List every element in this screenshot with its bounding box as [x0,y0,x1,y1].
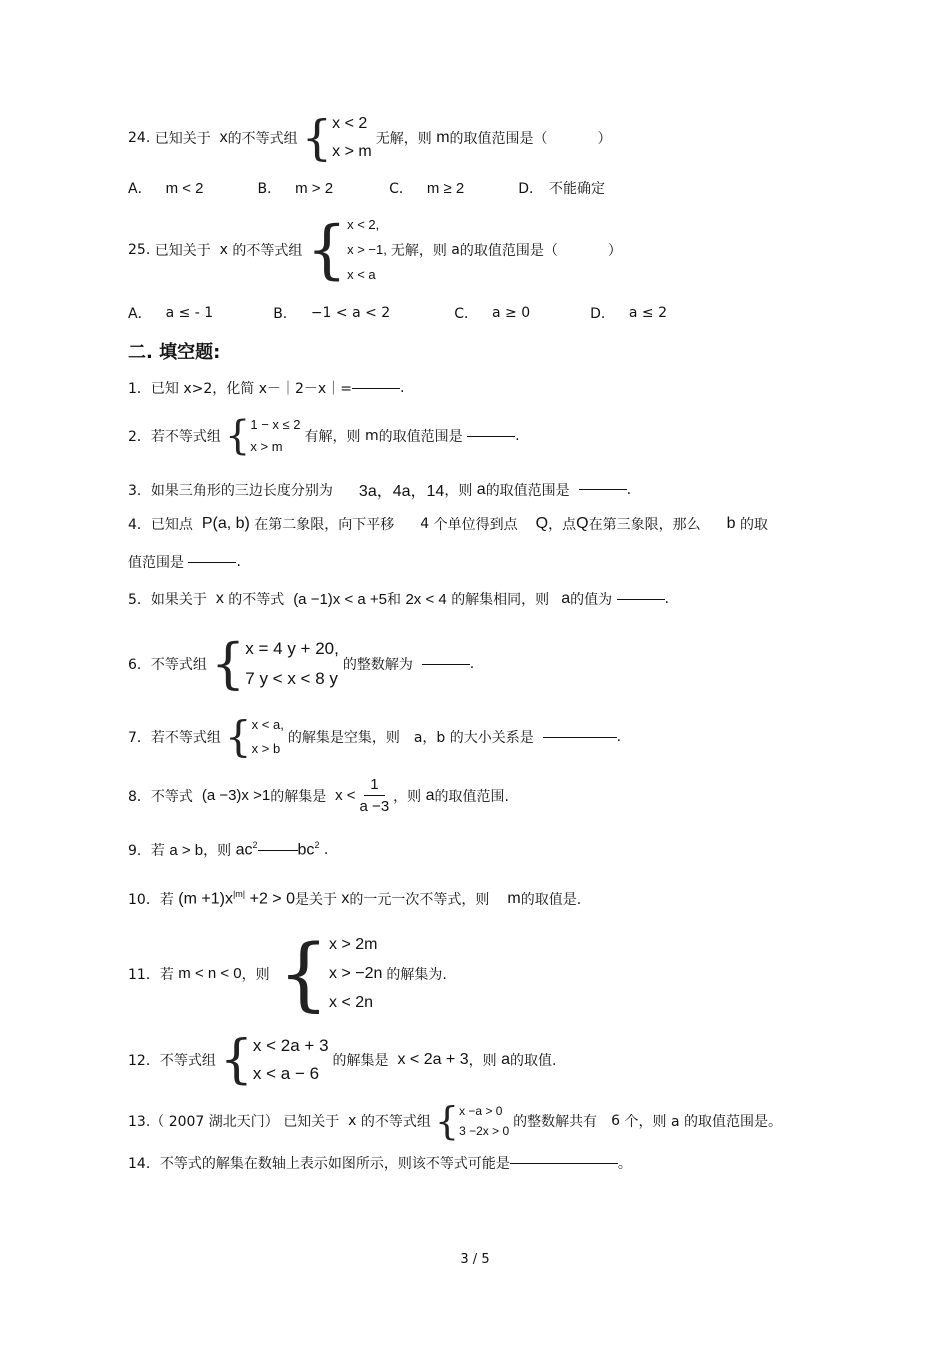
inequality-system: { x < 2 x > m [301,110,372,166]
fill-question-7: 7．若不等式组 { x < a, x > b 的解集是空集，则 a，b 的大小关系是 . [128,712,622,761]
page-number: 3 / 5 [460,1252,490,1267]
question-number: 25. [128,241,151,258]
fill-question-14: 14．不等式的解集在数轴上表示如图所示，则该不等式可能是 。 [128,1156,632,1172]
inequality-system: { 1 − x ≤ 2 x > m [224,413,301,459]
inequality-system: { x > 2m x > −2n x < 2n [278,926,383,1020]
fill-question-5: 5．如果关于 x 的不等式 (a −1)x < a +5 和 2x < 4 的解集相同，则 a 的值为 . [128,590,669,608]
fill-question-4-line-2: 值范围是 . [128,554,241,571]
fill-question-10: 10．若 $(m +1)x^{|m|} +2 > 0$ 是关于 x 的一元一次不等式，则 m 的取值是. [128,889,582,908]
question-24-options: A． m < 2 B． m > 2 C． m ≥ 2 D． 不能确定 [128,179,606,197]
fill-question-1: 1．已知 x>2，化简 x－｜2－x｜= . [128,380,405,397]
fill-question-2: 2．若不等式组 { 1 − x ≤ 2 x > m 有解，则 m 的取值范围是 . [128,413,520,459]
fill-question-13: 13.（ 2007 湖北天门） 已知关于 x 的不等式组 { x −a > 0 3 −2x > 0 的整数解共有 6 个，则 a 的取值范围是。 [128,1099,782,1143]
fraction: $\frac{1}{a -3}$ [359,776,390,815]
inequality-system: { x = 4 y + 20, 7 y < x < 8 y [210,632,339,695]
inequality-system: { x < 2a + 3 x < a − 6 [219,1030,329,1090]
fill-question-6: 6．不等式组 { x = 4 y + 20, 7 y < x < 8 y 的整数解为 . [128,632,475,695]
question-25-options: A． a ≤ - 1 B． −1 < a < 2 C． a ≥ 0 D． a ≤ 2 [128,305,668,322]
fill-question-4: 4．已知点 P(a, b) 在第二象限，向下平移 4 个单位得到点 Q ，点 Q 在第三象限，那么 b 的取 [128,515,768,533]
inequality-system: { x < 2, x > −1, x < a [306,212,387,287]
fill-question-8: 8．不等式 (a −3)x >1 的解集是 x < $\frac{1}{a -3}$ ，则 a 的取值范围. [128,776,509,815]
inequality-system: { x −a > 0 3 −2x > 0 [434,1099,510,1143]
question-24: 24. 已知关于 x 的不等式组 { x < 2 x > m 无解，则 m 的取值范围是（ ） [128,110,612,166]
question-25: 25. 已知关于 x 的不等式组 { x < 2, x > −1, x < a 无解，则 a 的取值范围是（ ） [128,212,622,287]
fill-question-12: 12．不等式组 { x < 2a + 3 x < a − 6 的解集是 x < 2a + 3 ，则 a 的取值. [128,1030,557,1090]
question-number: 24. [128,130,151,146]
fill-question-11: 11．若 m < n < 0 ，则 { x > 2m x > −2n x < 2n 的解集为. [128,926,447,1020]
fill-question-9: 9．若 a > b ，则 $ac^2$ $bc^2$ . [128,840,329,859]
inequality-system: { x < a, x > b [224,712,284,761]
section-title: 二. 填空题: [128,342,221,363]
fill-question-3: 3．如果三角形的三边长度分别为 3a，4a，14 ，则 a 的取值范围是 . [128,480,632,500]
